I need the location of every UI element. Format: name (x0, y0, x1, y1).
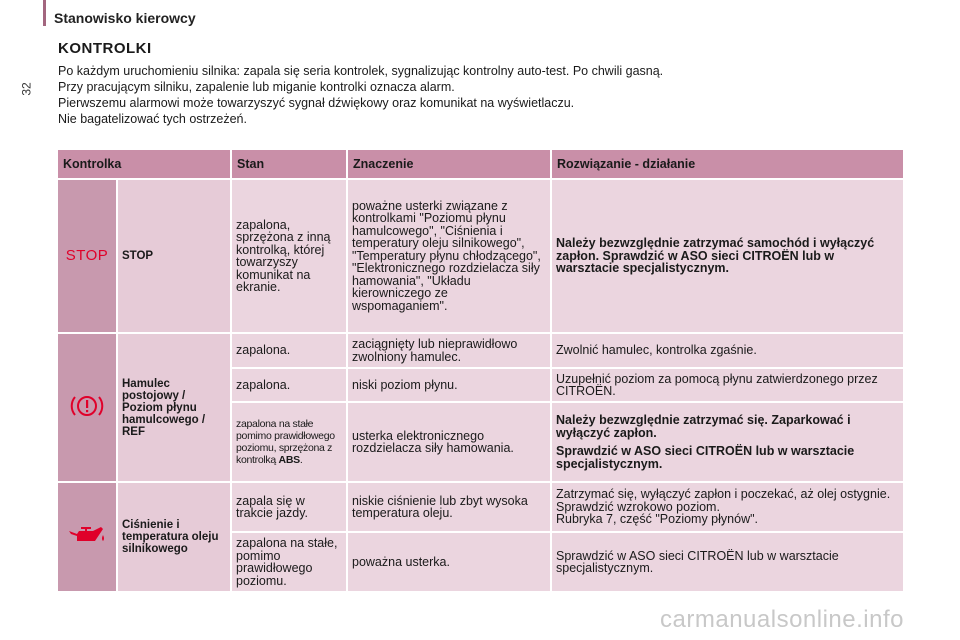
intro-text (58, 63, 663, 127)
state-cell: zapalona. (230, 369, 346, 401)
intro-line: Po każdym uruchomieniu silnika: zapala się seria kontrolek, sygnalizując kontrolny auto-test. Po chwili gasną. (58, 64, 664, 78)
header-accent-bar (43, 0, 46, 26)
action-line: Sprawdzić wzrokowo poziom. (556, 499, 720, 514)
light-name: Ciśnienie i temperatura oleju silnikowego (116, 483, 230, 591)
action-cell (550, 483, 903, 531)
oil-icon-cell (58, 483, 116, 591)
column-header: Kontrolka (58, 150, 230, 178)
action-cell: Sprawdzić w ASO sieci CITROËN lub w warsztacie specjalistycznym. (550, 533, 903, 591)
action-cell: Należy bezwzględnie zatrzymać samochód i wyłączyć zapłon. Sprawdzić w ASO sieci CITROËN lub w warsztacie specjalistycznym. (550, 180, 903, 332)
section-title: Stanowisko kierowcy (54, 10, 196, 26)
watermark: carmanualsonline.info (660, 606, 904, 633)
action-cell: Zwolnić hamulec, kontrolka zgaśnie. (550, 334, 903, 367)
intro-line: Nie bagatelizować tych ostrzeżeń. (58, 112, 247, 126)
state-text-end: . (299, 454, 303, 466)
stop-icon: STOP (65, 246, 109, 264)
light-name: Hamulec postojowy / Poziom płynu hamulcowego / REF (116, 334, 230, 481)
meaning-cell: poważna usterka. (346, 533, 550, 591)
column-header: Rozwiązanie - działanie (550, 150, 903, 178)
page-number: 32 (19, 82, 34, 96)
action-line: Należy bezwzględnie zatrzymać się. Zaparkować i wyłączyć zapłon. (556, 413, 851, 440)
meaning-cell: niski poziom płynu. (346, 369, 550, 401)
meaning-cell: zaciągnięty lub nieprawidłowo zwolniony hamulec. (346, 334, 550, 367)
meaning-cell: usterka elektronicznego rozdzielacza siły hamowania. (346, 403, 550, 481)
state-cell: zapalona na stałe, pomimo prawidłowego poziomu. (230, 533, 346, 591)
column-header: Stan (230, 150, 346, 178)
brake-warning-icon (70, 391, 104, 421)
state-cell: zapalona, sprzężona z inną kontrolką, której towarzyszy komunikat na ekranie. (230, 180, 346, 332)
action-line: Sprawdzić w ASO sieci CITROËN lub w warsztacie specjalistycznym. (556, 444, 855, 471)
state-text: zapalona na stałe pomimo prawidłowego poziomu, sprzężona z kontrolką (236, 418, 335, 466)
intro-line: Pierwszemu alarmowi może towarzyszyć sygnał dźwiękowy oraz komunikat na wyświetlaczu. (58, 96, 575, 110)
stop-icon-cell (58, 180, 116, 332)
warning-lights-table (58, 148, 903, 593)
action-cell: Uzupełnić poziom za pomocą płynu zatwierdzonego przez CITROËN. (550, 369, 903, 401)
table-row (58, 483, 903, 531)
table-header-row (58, 150, 903, 178)
column-header: Znaczenie (346, 150, 550, 178)
light-name: STOP (116, 180, 230, 332)
brake-icon-cell (58, 334, 116, 481)
action-line: Zatrzymać się, wyłączyć zapłon i poczekać, aż olej ostygnie. (556, 487, 891, 502)
meaning-cell: poważne usterki związane z kontrolkami "Poziomu płynu hamulcowego", "Ciśnienia i temperatury oleju silnikowego", "Temperatury płynu chłodzącego", "Elektronicznego rozdzielacza siły hamowania", "Układu kierowniczego ze wspomaganiem". (346, 180, 550, 332)
table-row (58, 334, 903, 367)
oil-can-icon (67, 523, 107, 549)
state-cell (230, 403, 346, 481)
action-line: Rubryka 7, część "Poziomy płynów". (556, 512, 759, 527)
state-cell: zapala się w trakcie jazdy. (230, 483, 346, 531)
action-cell (550, 403, 903, 481)
state-cell: zapalona. (230, 334, 346, 367)
page-title: KONTROLKI (58, 40, 152, 57)
table-row (58, 180, 903, 332)
intro-line: Przy pracującym silniku, zapalenie lub miganie kontrolki oznacza alarm. (58, 80, 455, 94)
abs-label: ABS (278, 454, 300, 466)
meaning-cell: niskie ciśnienie lub zbyt wysoka temperatura oleju. (346, 483, 550, 531)
